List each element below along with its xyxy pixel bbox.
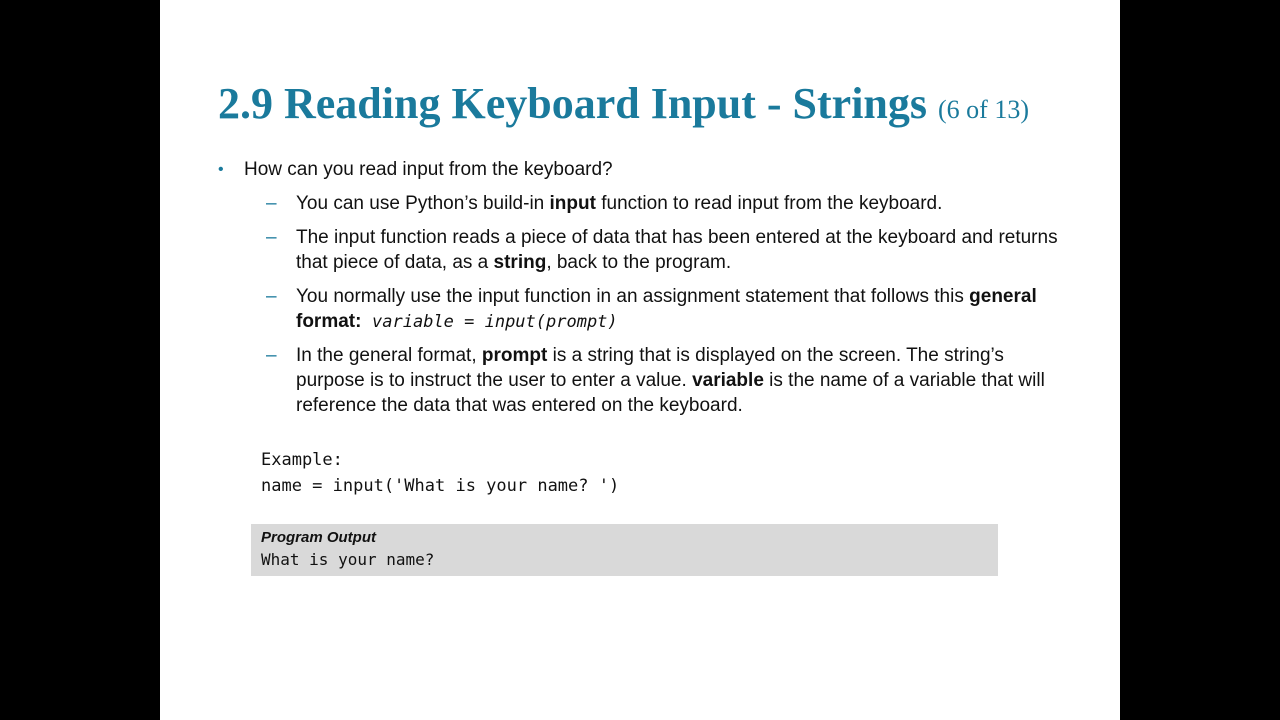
slide bbox=[160, 0, 1120, 720]
text-part: You normally use the input function in an assignment statement that follows this bbox=[296, 286, 970, 307]
dash-icon: – bbox=[266, 193, 277, 214]
sub-item-text bbox=[296, 284, 1066, 335]
bold-term: string bbox=[493, 252, 547, 273]
dash-icon: – bbox=[266, 227, 277, 248]
slide-counter: (6 of 13) bbox=[938, 95, 1029, 124]
general-format-code: variable = input(prompt) bbox=[372, 312, 618, 332]
program-output-text: What is your name? bbox=[261, 550, 435, 569]
text-part: In the general format, bbox=[296, 345, 482, 366]
example-code: name = input('What is your name? ') bbox=[261, 476, 620, 496]
text-part: , back to the program. bbox=[546, 252, 732, 273]
bullet-dot-icon: • bbox=[218, 161, 224, 178]
text-part: You can use Python’s build-in bbox=[296, 193, 550, 214]
sub-item-text bbox=[296, 343, 1066, 418]
text-part: function to read input from the keyboard. bbox=[595, 193, 943, 214]
bold-term: variable bbox=[692, 370, 764, 391]
sub-item-text bbox=[296, 225, 1066, 275]
program-output-box bbox=[251, 524, 998, 576]
program-output-label: Program Output bbox=[261, 529, 376, 546]
dash-icon: – bbox=[266, 286, 277, 307]
text-part: The input function reads a piece of data that has been entered at the keyboard and returns that piece of data, as a bbox=[296, 227, 1058, 273]
text-part: is the name of a variable that will reference the data that was entered on the keyboard. bbox=[296, 370, 1045, 416]
title-text: 2.9 Reading Keyboard Input - Strings bbox=[218, 79, 928, 128]
bold-term: prompt bbox=[481, 345, 548, 366]
text-part: is a string that is displayed on the screen. The string’s purpose is to instruct the user to enter a value. bbox=[296, 345, 1004, 391]
bold-term: general format: bbox=[296, 286, 1037, 332]
main-bullet-text: How can you read input from the keyboard? bbox=[244, 159, 613, 180]
sub-item-text bbox=[296, 191, 1066, 216]
example-label: Example: bbox=[261, 450, 343, 470]
slide-title bbox=[218, 76, 1029, 138]
example-block bbox=[261, 447, 619, 499]
dash-icon: – bbox=[266, 345, 277, 366]
bold-term: input bbox=[549, 193, 596, 214]
